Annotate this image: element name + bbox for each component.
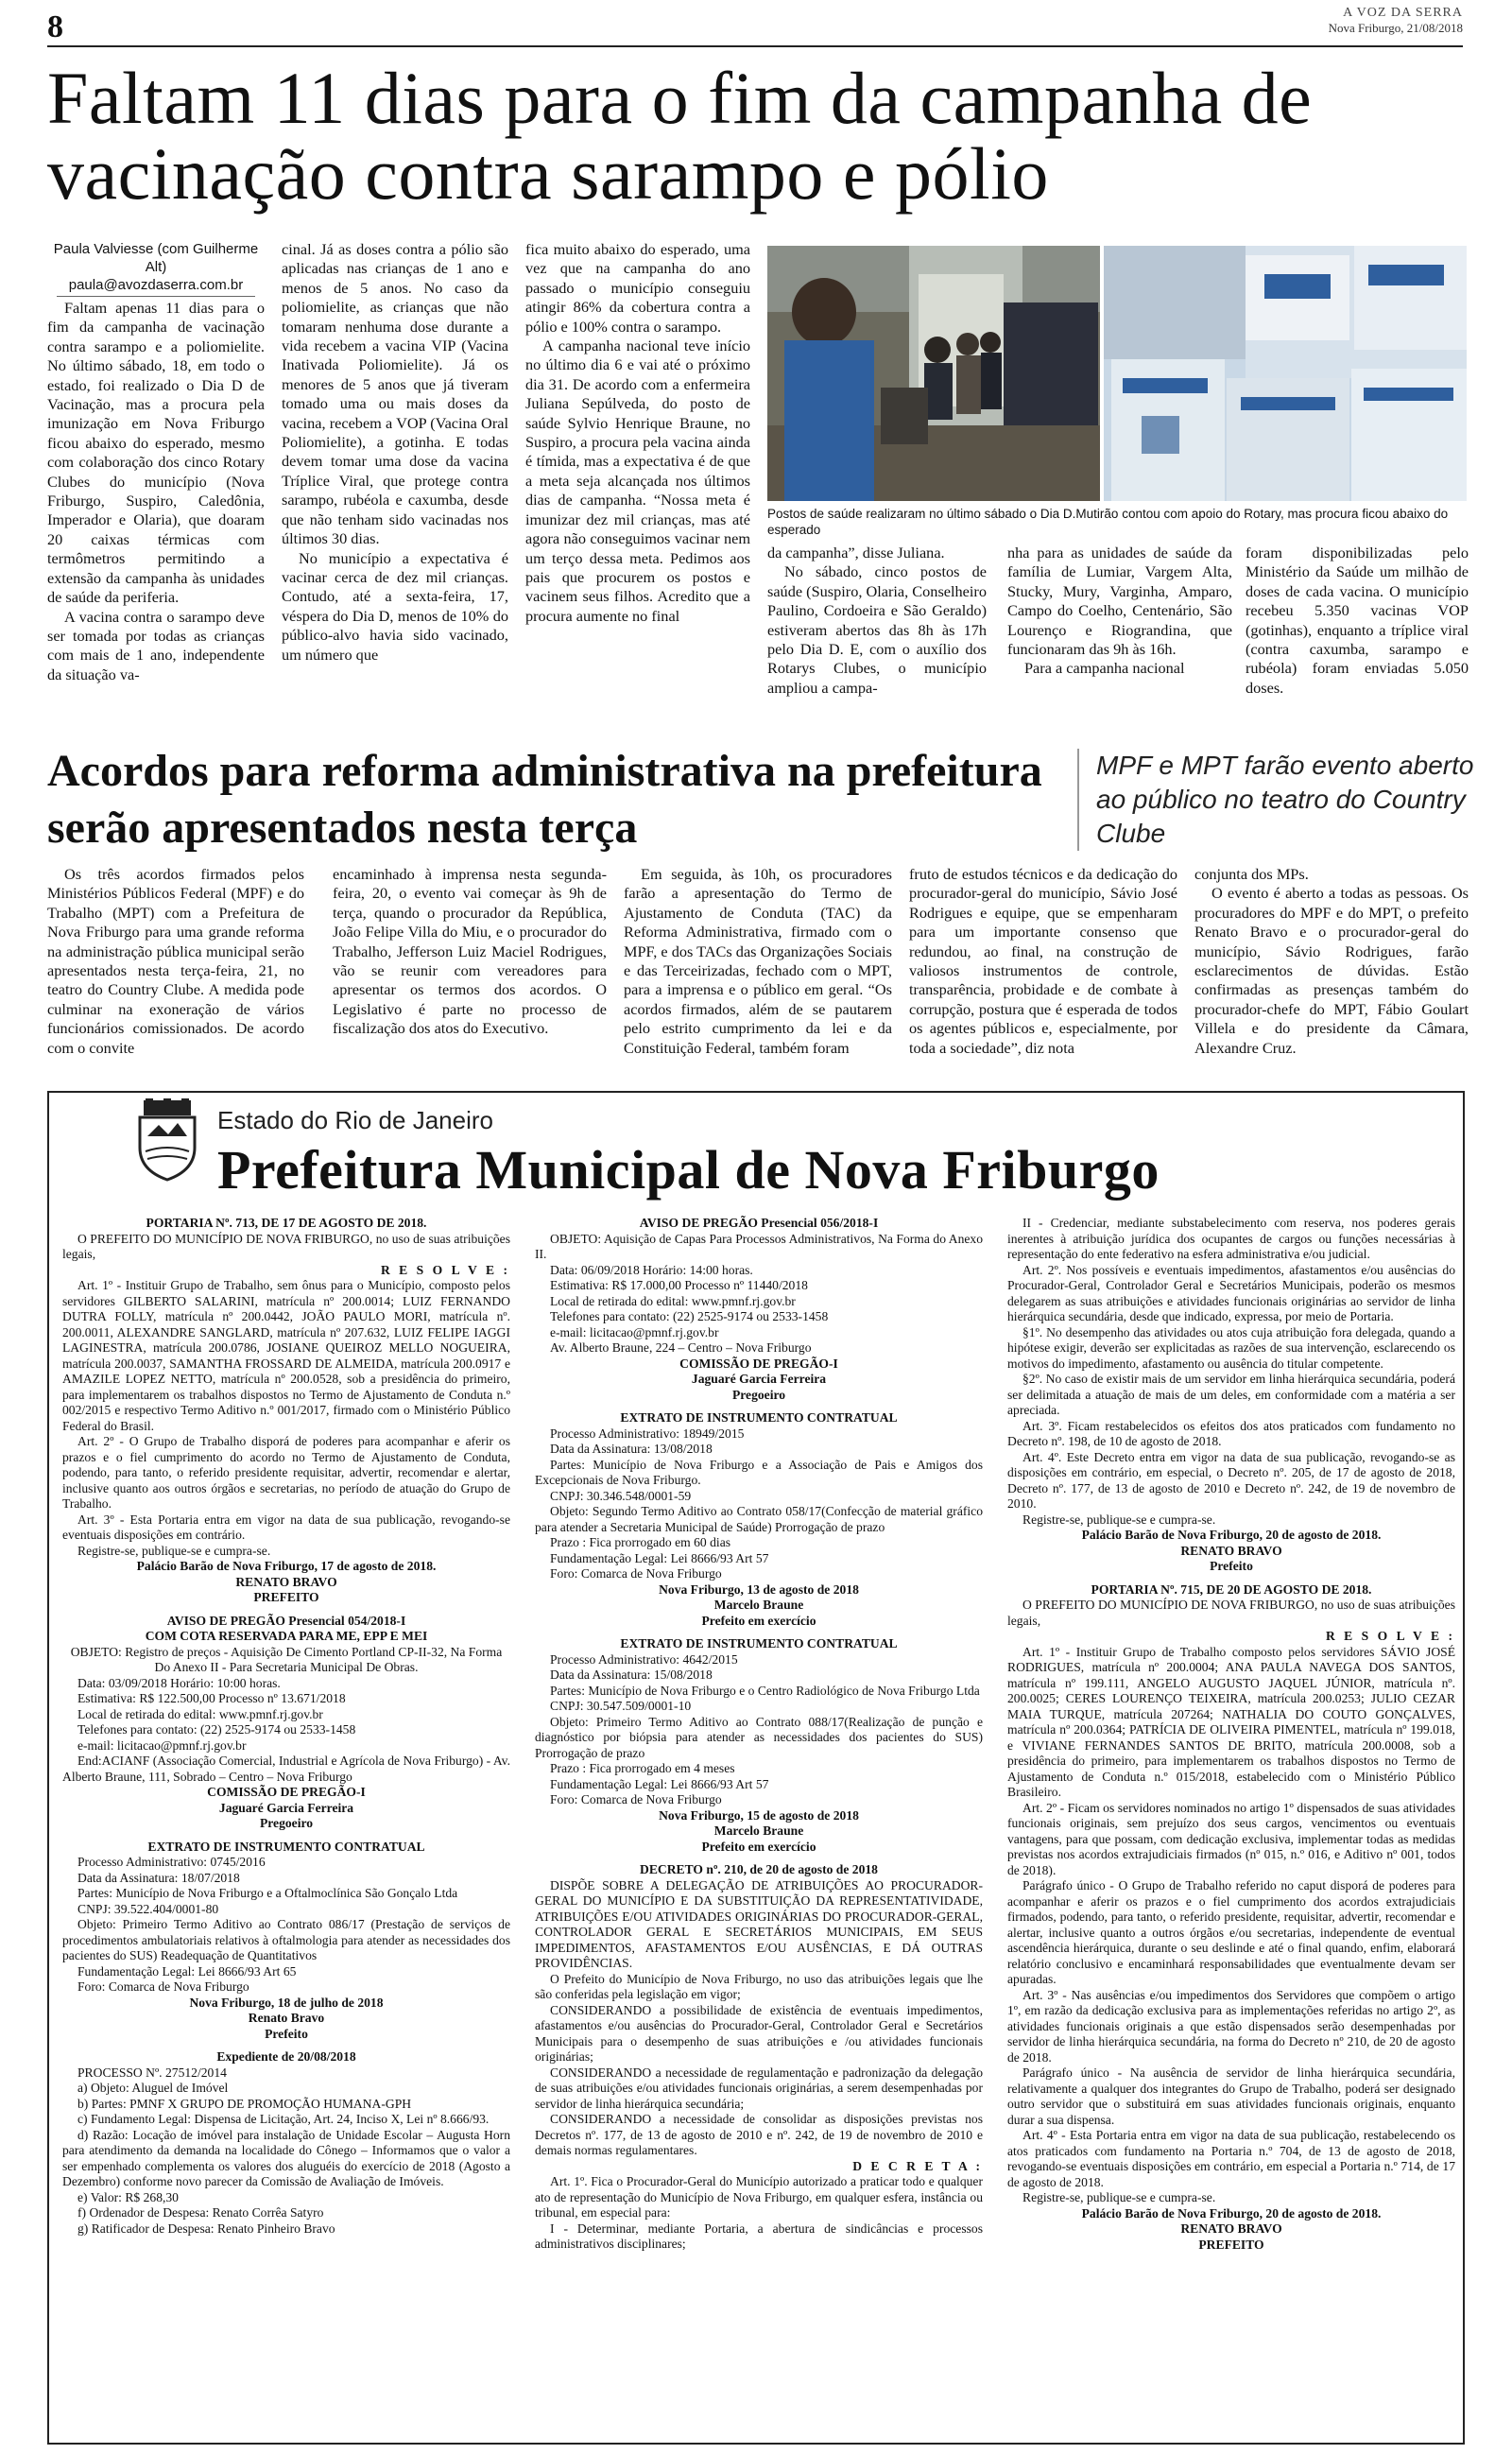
page-number: 8 (47, 9, 63, 44)
notice-text: g) Ratificador de Despesa: Renato Pinheiro Bravo (77, 2221, 335, 2236)
notice-text: Estimativa: R$ 17.000,00 Processo nº 11440/2018 (550, 1278, 808, 1292)
paragraph: Faltam apenas 11 dias para o fim da campanha de vacinação contra sarampo e a poliomielite. No último sábado, 18, em todo o estado, foi realizado o Dia D de Vacinação, mas a procura pela imunização em Nova Friburgo ficou abaixo do esperado, mesmo com colaboração dos cinco Rotary Clubes do município (Nova Friburgo, Suspiro, Caledônia, Imperador e Olaria), que doaram 20 caixas térmicas com termômetros permitindo a extensão da campanha às unidades de saúde da periferia. (47, 299, 265, 607)
article1-column-2 (282, 240, 508, 665)
spacer (62, 2042, 510, 2049)
notice-text: §1º. No desempenho das atividades ou atos cuja atribuição fora delegada, quando a hipótese exigir, deverão ser explicitadas as razões de sua intervenção, esclarecendo os motivos do impedimento, afastamento ou ausência do titular competente. (1007, 1324, 1455, 1371)
article1-column-1 (47, 299, 265, 684)
paragraph: Em seguida, às 10h, os procuradores farão a apresentação do Termo de Ajustamento de Conduta (TAC) da Reforma Administrativa, firmado com o MPF, e dos TACs das Organizações Sociais e das Terceirizadas, fechado com o MPT, para a imprensa e o público em geral. “Os acordos firmados, além de se pautarem pelo estrito cumprimento da lei e da Constituição Federal, também foram (624, 865, 892, 1057)
notice-text: Telefones para contato: (22) 2525-9174 ou 2533-1458 (550, 1309, 829, 1323)
notice-heading: Marcelo Braune (713, 1823, 804, 1838)
masthead (1329, 6, 1463, 36)
legal-column-3 (1007, 1216, 1455, 2253)
notice-text: Foro: Comarca de Nova Friburgo (550, 1792, 722, 1806)
article2-headline: Acordos para reforma administrativa na prefeitura serão apresentados nesta terça (47, 746, 1042, 853)
legal-column-2 (535, 1216, 983, 2253)
notice-text: f) Ordenador de Despesa: Renato Corrêa Satyro (77, 2205, 324, 2220)
notice-text: d) Razão: Locação de imóvel para instalação de Unidade Escolar – Augusta Horn para atendimento da demanda na localidade do Cônego – Informamos que o valor a ser empenhado complementa os valores dos aluguéis do exercício de 2018 (Agosto a Dezembro) conforme novo parecer da Comissão de Avaliação de Imóveis. (62, 2127, 510, 2188)
notice-text: a) Objeto: Aluguel de Imóvel (77, 2081, 229, 2095)
notice-text: CNPJ: 30.547.509/0001-10 (550, 1699, 692, 1713)
notice-heading: Marcelo Braune (713, 1598, 804, 1612)
paragraph: No sábado, cinco postos de saúde (Suspiro, Olaria, Conselheiro Paulino, Cordoeira e São Geraldo) estiveram abertos das 8h às 17h pelo Dia D. E, com o auxílio dos Rotarys Clubes, o município ampliou a campa- (767, 562, 987, 697)
notice-heading: Prefeito (1210, 1559, 1253, 1573)
notice-text: Data: 06/09/2018 Horário: 14:00 horas. (550, 1262, 753, 1277)
notice-text: II - Credenciar, mediante substabelecimento com reserva, nos poderes gerais inerentes à atribuição jurídica dos ocupantes de cargos ou funções necessárias à representação do ente federativo na esfera administrativa e/ou judicial. (1007, 1216, 1455, 1261)
paragraph: O evento é aberto a todas as pessoas. Os procuradores do MPF e do MPT, o prefeito Renato Bravo e o procurador-geral do município, Sávio Rodrigues, farão esclarecimentos de dúvidas. Estão confirmadas as presenças também do procurador-chefe do MPT, Fábio Goulart Villela e do presidente da Câmara, Alexandre Cruz. (1194, 884, 1469, 1057)
notice-text: Estimativa: R$ 122.500,00 Processo nº 13.671/2018 (77, 1691, 346, 1705)
notice-text: e) Valor: R$ 268,30 (77, 2189, 179, 2204)
notice-heading: RENATO BRAVO (1180, 1543, 1282, 1558)
notice-heading: Nova Friburgo, 15 de agosto de 2018 (659, 1807, 859, 1823)
notice-heading: PREFEITO (1198, 2237, 1264, 2252)
spacer (535, 1855, 983, 1862)
spacer (62, 1832, 510, 1840)
notice-text: Objeto: Primeiro Termo Aditivo ao Contrato 088/17(Realização de punção e diagnóstico por biópsia para atender as necessidades dos pacientes do SUS) Prorrogação de prazo (535, 1714, 983, 1760)
spacer (62, 1606, 510, 1614)
notice-text: Telefones para contato: (22) 2525-9174 ou 2533-1458 (77, 1722, 356, 1737)
notice-text: Registre-se, publique-se e cumpra-se. (1022, 1512, 1216, 1527)
city-crest-icon (130, 1098, 204, 1185)
notice-heading: Nova Friburgo, 13 de agosto de 2018 (659, 1581, 859, 1597)
paragraph: Para a campanha nacional (1024, 659, 1185, 678)
article1-headline: Faltam 11 dias para o fim da campanha de vacinação contra sarampo e pólio (47, 57, 1313, 215)
notice-text: Objeto: Segundo Termo Aditivo ao Contrato 058/17(Confecção de material gráfico para atender a Secretaria Municipal de Saúde) Prorrogação de prazo (535, 1504, 983, 1534)
notice-text: Objeto: Primeiro Termo Aditivo ao Contrato 086/17 (Prestação de serviços de procedimentos ambulatoriais relativos à oftalmologia para atender as necessidades dos pacientes do SUS) Readequação de Quantitativos (62, 1917, 510, 1962)
notice-text: CNPJ: 39.522.404/0001-80 (77, 1901, 219, 1916)
notice-text: CONSIDERANDO a possibilidade de existência de eventuais impedimentos, afastamentos e/ou ausências do Procurador-Geral, Controlador Geral e Secretários Municipais para o desempenho de suas atribuições e /ou atividades funcionais originárias; (535, 2002, 983, 2064)
notice-heading: EXTRATO DE INSTRUMENTO CONTRATUAL (620, 1410, 898, 1425)
notice-text: DISPÕE SOBRE A DELEGAÇÃO DE ATRIBUIÇÕES AO PROCURADOR-GERAL DO MUNICÍPIO E DA SUBSTITUIÇÃO DA REPRESENTATIVIDADE, ATRIBUIÇÕES E/OU ATIVIDADES ORIGINÁRIAS DO PROCURADOR-GERAL, CONTROLADOR GERAL E SECRETÁRIOS MUNICIPAIS, EM SEUS IMPEDIMENTOS, AFASTAMENTOS E/OU AUSÊNCIAS, E DÁ OUTRAS PROVIDÊNCIAS. (535, 1877, 983, 1970)
paragraph: A vacina contra o sarampo deve ser tomada por todas as crianças com mais de 1 ano, independente da situação va- (47, 607, 265, 683)
notice-text: Partes: Município de Nova Friburgo e a Associação de Pais e Amigos dos Excepcionais de Nova Friburgo. (535, 1457, 983, 1487)
notice-text: c) Fundamento Legal: Dispensa de Licitação, Art. 24, Inciso X, Lei nº 8.666/93. (77, 2112, 490, 2126)
article1-column-3 (525, 240, 750, 626)
paragraph: fica muito abaixo do esperado, uma vez que na campanha do ano passado o município conseguiu atingir 86% da cobertura contra a pólio e 100% contra o sarampo. (525, 240, 750, 336)
notice-text: CONSIDERANDO a necessidade de regulamentação e padronização da delegação de suas atribuições e/ou atividades funcionais originárias, a serem desempenhadas por servidor de linha hierárquica secundária; (535, 2065, 983, 2111)
spacer (535, 1403, 983, 1410)
paragraph: Os três acordos firmados pelos Ministérios Públicos Federal (MPF) e do Trabalho (MPT) com a Prefeitura de Nova Friburgo para uma grande reforma na administração pública municipal serão apresentados nesta terça-feira, 21, no teatro do Country Clube. A medida pode culminar na exoneração de vários funcionários comissionados. De acordo com o convite (47, 865, 304, 1057)
notice-heading: RENATO BRAVO (235, 1574, 337, 1589)
notice-text: Fundamentação Legal: Lei 8666/93 Art 57 (550, 1550, 769, 1565)
notice-text: CONSIDERANDO a necessidade de consolidar as disposições previstas nos Decretos nº. 177, de 13 de agosto de 2010 e nº. 242, de 19 de novembro de 2010 e demais normas regulamentares. (535, 2112, 983, 2157)
notice-heading: Palácio Barão de Nova Friburgo, 17 de agosto de 2018. (136, 1559, 437, 1573)
notice-text: Local de retirada do edital: www.pmnf.rj.gov.br (550, 1293, 796, 1308)
notice-text: e-mail: licitacao@pmnf.rj.gov.br (550, 1324, 719, 1339)
notice-text: I - Determinar, mediante Portaria, a abertura de sindicâncias e processos administrativos disciplinares; (535, 2221, 983, 2251)
notice-text: Partes: Município de Nova Friburgo e o Centro Radiológico de Nova Friburgo Ltda (550, 1683, 980, 1698)
notice-text: Art. 1º - Instituir Grupo de Trabalho, sem ônus para o Município, composto pelos servidores GILBERTO SALARINI, matrícula nº 200.0014; LUIZ FERNANDO DUTRA FOLLY, matrícula nº 200.0442, JOÃO PAULO MORI, matrícula nº. 200.0011, ALEXANDRE SANGLARD, matrícula nº 207.632, LUIZ FELIPE IAGGI LAGINESTRA, matrícula 200.0786, JOSIANE QUEIROZ MELLO NOGUEIRA, matrícula 200.0037, SAMANTHA FROSSARD DE ALMEIDA, matrícula 200.0917 e AMAZILE LOPEZ NETTO, matrícula nº 200.0528, sob a presidência do primeiro, para implementarem os trabalhos dispostos no Termo de Ajustamento de Conduta n.º 002/2015 e respectivo Termo Aditivo n.º 001/2017, firmado com o Ministério Público Federal do Brasil. (62, 1278, 510, 1433)
notice-text: Partes: Município de Nova Friburgo e a Oftalmoclínica São Gonçalo Ltda (77, 1886, 458, 1900)
paragraph: A campanha nacional teve início no último dia 6 e vai até o próximo dia 31. De acordo com a enfermeira Juliana Sepúlveda, do posto de saúde Sylvio Henrique Braune, no Suspiro, a procura pela vacina ainda é tímida, mas a expectativa é de que a meta seja alcançada nos últimos dias de campanha. “Nossa meta é imunizar dez mil crianças, mas até agora não conseguimos vacinar nem um terço dessa meta. Pedimos aos pais que procurem os postos e vacinem seus filhos. Acredito que a procura aumente no final (525, 337, 750, 625)
notice-heading: DECRETO nº. 210, de 20 de agosto de 2018 (640, 1862, 878, 1876)
notice-text: Foro: Comarca de Nova Friburgo (77, 1979, 249, 1994)
paragraph: encaminhado à imprensa nesta segunda-feira, 20, o evento vai começar às 9h de terça, quando o procurador da República, João Felipe Villa do Miu, e o procurador do Trabalho, Jefferson Luiz Maciel Rodrigues, vão se reunir com vereadores para apresentar os termos dos acordos. O Legislativo é parte no processo de fiscalização dos atos do Executivo. (333, 865, 607, 1038)
notice-text: O PREFEITO DO MUNICÍPIO DE NOVA FRIBURGO, no uso de suas atribuições legais, (62, 1231, 510, 1261)
notice-heading: PORTARIA Nº. 715, DE 20 DE AGOSTO DE 2018. (1091, 1581, 1372, 1597)
notice-heading: EXTRATO DE INSTRUMENTO CONTRATUAL (147, 1839, 425, 1854)
article2-column-3 (624, 865, 892, 1058)
notice-text: Fundamentação Legal: Lei 8666/93 Art 65 (77, 1963, 297, 1979)
notice-text: b) Partes: PMNF X GRUPO DE PROMOÇÃO HUMANA-GPH (77, 2096, 412, 2111)
notice-heading: Renato Bravo (248, 2011, 325, 2025)
notice-text: Foro: Comarca de Nova Friburgo (550, 1566, 722, 1581)
article2-column-2 (333, 865, 607, 1039)
notice-heading: Prefeito (265, 2026, 308, 2041)
notice-text: Art. 3º - Nas ausências e/ou impedimentos dos Servidores que compõem o artigo 1º, em razão da dedicação exclusiva para as implementações referidas no artigo 2º, as atividades funcionais originais a que estão dispensados serão desempenhadas por servidor de linha hierárquica secundária, na forma do Decreto nº 210, de 20 de agosto de 2018. (1007, 1987, 1455, 2065)
notice-text: Av. Alberto Braune, 224 – Centro – Nova Friburgo (550, 1340, 812, 1355)
notice-text: Fundamentação Legal: Lei 8666/93 Art 57 (550, 1776, 769, 1791)
byline-email: paula@avozdaserra.com.br (68, 277, 244, 293)
notice-heading: RENATO BRAVO (1180, 2221, 1282, 2236)
paragraph: cinal. Já as doses contra a pólio são aplicadas nas crianças de 1 ano e menos de 5 anos. No caso da poliomielite, as crianças que não tomaram nenhuma dose durante a vida recebem a vacina VIP (Vacina Inativada Poliomielite). Já os menores de 5 anos que já tiveram tomado uma ou mais doses da vacina, recebem a VOP (Vacina Oral Poliomielite), a gotinha. E todas devem tomar uma dose da vacina Tríplice Viral, que protege contra sarampo, rubéola e caxumba, desde que não tenham sido vacinadas nos últimos 30 dias. (282, 240, 508, 548)
notice-text: OBJETO: Aquisição de Capas Para Processos Administrativos, Na Forma do Anexo II. (535, 1231, 983, 1261)
notice-text: Parágrafo único - O Grupo de Trabalho referido no caput disporá de poderes para acompanhar e aferir os prazos e o fiel cumprimento dos acordos extrajudiciais firmados, podendo, para tanto, o referido presidente, requisitar, advertir, recomendar e alertar, inclusive quanto a outros órgãos e/ou secretarias, independente de eventual ascendência hierárquica, durante o seu deslinde e até o final quando, enfim, elaborará relatório conclusivo e encaminhará responsabilidades que eventualmente devam ser apuradas. (1007, 1878, 1455, 1986)
spacer (535, 1629, 983, 1636)
article1-column-4 (767, 544, 987, 698)
notice-heading: Expediente de 20/08/2018 (216, 2049, 356, 2064)
notice-text: Art. 2º - Ficam os servidores nominados no artigo 1º dispensados de suas atividades funcionais originais, sem prejuízo dos seus cargos, vencimentos ou eventuais vantagens, para que possam, com dedicação exclusiva, implementar todas as medidas previstas nos acordos extrajudiciais firmados (nº 015, n.º 016, e Aditivo nº 001, todos de 2018). (1007, 1800, 1455, 1877)
notice-heading: Palácio Barão de Nova Friburgo, 20 de agosto de 2018. (1081, 2205, 1382, 2221)
notice-heading: Jaguaré Garcia Ferreira (218, 1800, 354, 1815)
notice-heading: COM COTA RESERVADA PARA ME, EPP E MEI (145, 1629, 428, 1643)
notice-text: D E C R E T A : (852, 2158, 983, 2173)
notice-text: Data: 03/09/2018 Horário: 10:00 horas. (77, 1675, 281, 1690)
notice-text: O Prefeito do Município de Nova Friburgo, no uso das atribuições legais que lhe são conferidas pela legislação em vigor; (535, 1971, 983, 2001)
notice-text: Local de retirada do edital: www.pmnf.rj.gov.br (77, 1706, 323, 1721)
state-name: Estado do Rio de Janeiro (217, 1106, 493, 1134)
notice-heading: Prefeito em exercício (701, 1839, 816, 1854)
notice-text: Registre-se, publique-se e cumpra-se. (77, 1543, 271, 1558)
thermal-boxes-photo (1104, 246, 1467, 501)
byline (47, 240, 265, 297)
byline-name: Paula Valviesse (com Guilherme Alt) (53, 241, 259, 275)
notice-heading: AVISO DE PREGÃO Presencial 054/2018-I (166, 1613, 406, 1628)
notice-text: Processo Administrativo: 18949/2015 (550, 1426, 745, 1441)
notice-text: §2º. No caso de existir mais de um servidor em linha hierárquica secundária, poderá ser delimitada a atuação de mais de um deles, em conformidade com a matéria a ser apreciada. (1007, 1372, 1455, 1417)
notice-text: Art. 3º - Esta Portaria entra em vigor na data de sua publicação, revogando-se eventuais disposições em contrário. (62, 1512, 510, 1542)
notice-text: Prazo : Fica prorrogado em 60 dias (550, 1535, 731, 1549)
notice-heading: COMISSÃO DE PREGÃO-I (679, 1356, 838, 1371)
article2-column-5 (1194, 865, 1469, 1058)
notice-text: CNPJ: 30.346.548/0001-59 (550, 1488, 692, 1503)
prefecture-title: Prefeitura Municipal de Nova Friburgo (217, 1139, 1160, 1201)
notice-text: Registre-se, publique-se e cumpra-se. (1022, 2190, 1216, 2204)
notice-text: Art. 2º - O Grupo de Trabalho disporá de poderes para acompanhar e aferir os prazos e o fiel cumprimento do acordo no Termo de Ajustamento de Conduta, podendo, para tanto, o referido presidente requisitar, advertir, recomendar e alertar, inclusive quanto aos outros órgãos e secretarias, no período de atuação do Grupo de Trabalho. (62, 1434, 510, 1511)
byline-rule (57, 296, 255, 297)
newspaper-name: A VOZ DA SERRA (1343, 6, 1463, 20)
notice-heading: AVISO DE PREGÃO Presencial 056/2018-I (639, 1216, 879, 1230)
article2-subhead: MPF e MPT farão evento aberto ao público no teatro do Country Clube (1077, 749, 1474, 851)
notice-text: R E S O L V E : (1325, 1629, 1455, 1643)
notice-text: Art. 3º. Ficam restabelecidos os efeitos dos atos praticados com fundamento no Decreto nº. 198, de 10 de agosto de 2018. (1007, 1418, 1455, 1448)
photo-caption: Postos de saúde realizaram no último sábado o Dia D.Mutirão contou com apoio do Rotary, mas procura ficou abaixo do esperado (767, 507, 1449, 537)
paragraph: fruto de estudos técnicos e da dedicação do procurador-geral do município, Sávio José Rodrigues e equipe, que se empenharam para um importante consenso que redundou, ao final, na construção de valiosos instrumentos de controle, transparência, probidade e de combate à corrupção, postura que é esperada de todos os agentes públicos e, especialmente, por toda a sociedade”, diz nota (909, 865, 1177, 1057)
issue-date: Nova Friburgo, 21/08/2018 (1328, 21, 1463, 35)
article1-column-6 (1246, 544, 1469, 698)
notice-text: Art. 2º. Nos possíveis e eventuais impedimentos, afastamentos e/ou ausências do Procurador-Geral, Controlador Geral e Secretários Municipais, poderão os mesmos delegarem as suas atribuições e atividades funcionais originárias ao servidor de linha hierárquica secundária, desde que indicado, expressa, por meio de Portaria. (1007, 1262, 1455, 1323)
notice-heading: Pregoeiro (259, 1816, 314, 1830)
notice-heading: Palácio Barão de Nova Friburgo, 20 de agosto de 2018. (1081, 1528, 1382, 1542)
notice-heading: Nova Friburgo, 18 de julho de 2018 (189, 1995, 384, 2010)
notice-text: Prazo : Fica prorrogado em 4 meses (550, 1761, 735, 1775)
notice-text: Parágrafo único - Na ausência de servidor de linha hierárquica secundária, relativamente a qualquer dos integrantes do Grupo de Trabalho, poderá ser designado outro servidor que o substituirá em suas atividades funcionais originais, enquanto durar a sua dispensa. (1007, 2065, 1455, 2127)
header-rule (47, 45, 1463, 47)
notice-text: Processo Administrativo: 0745/2016 (77, 1855, 266, 1869)
notice-text: Art. 4º. Este Decreto entra em vigor na data de sua publicação, revogando-se as disposições em contrário, em especial, o Decreto nº. 205, de 17 de agosto de 2018, Decreto nº. 177, de 13 de agosto de 2010 e Decreto nº. 242, de 19 de novembro de 2010. (1007, 1449, 1455, 1511)
notice-heading: Pregoeiro (731, 1387, 786, 1402)
notice-heading: Jaguaré Garcia Ferreira (691, 1372, 827, 1386)
paragraph: No município a expectativa é vacinar cerca de dez mil crianças. Contudo, até a sexta-feira, 17, véspera do Dia D, menos de 10% do público-alvo havia sido vacinado, um número que (282, 548, 508, 664)
notice-text: Data da Assinatura: 13/08/2018 (550, 1442, 713, 1456)
legal-column-1 (62, 1216, 510, 2237)
notice-text: End:ACIANF (Associação Comercial, Industrial e Agrícola de Nova Friburgo) - Av. Alberto Braune, 111, Sobrado – Centro – Nova Friburgo (62, 1754, 510, 1784)
paragraph: nha para as unidades de saúde da família de Lumiar, Vargem Alta, Stucky, Mury, Varginha, Amparo, Campo do Coelho, Centenário, São Lourenço e Riograndina, que funcionaram das 9h às 16h. (1007, 544, 1232, 659)
notice-text: O PREFEITO DO MUNICÍPIO DE NOVA FRIBURGO, no uso de suas atribuições legais, (1007, 1598, 1455, 1628)
notice-text: Processo Administrativo: 4642/2015 (550, 1651, 738, 1667)
notice-text: Art. 4º - Esta Portaria entra em vigor na data de sua publicação, restabelecendo os atos praticados com fundamento na Portaria n.º 704, de 13 de agosto de 2018, revogando-se eventuais disposições em contrário, em especial a Portaria n.º 714, de 17 de agosto de 2018. (1007, 2128, 1455, 2189)
article2-column-4 (909, 865, 1177, 1058)
notice-text: R E S O L V E : (380, 1262, 510, 1277)
notice-text: e-mail: licitacao@pmnf.rj.gov.br (77, 1737, 247, 1753)
paragraph: da campanha”, disse Juliana. (767, 544, 945, 562)
notice-text: Data da Assinatura: 15/08/2018 (550, 1668, 713, 1682)
article2-column-1 (47, 865, 304, 1058)
paragraph: conjunta dos MPs. (1194, 865, 1309, 883)
paragraph: foram disponibilizadas pelo Ministério da Saúde um milhão de doses de cada vacina. O município recebeu 5.350 vacinas VOP (gotinhas), enquanto a tríplice viral (contra caxumba, sarampo e rubéola) foram enviadas 5.050 doses. (1246, 544, 1469, 697)
notice-text: PROCESSO Nº. 27512/2014 (77, 2065, 227, 2080)
notice-text: OBJETO: Registro de preços - Aquisição De Cimento Portland CP-II-32, Na Forma Do Anexo II - Para Secretaria Municipal De Obras. (70, 1644, 503, 1674)
notice-text: Art. 1º. Fica o Procurador-Geral do Município autorizado a praticar todo e qualquer ato de representação do Município de Nova Friburgo, em qualquer esfera, instância ou tribunal, em especial para: (535, 2174, 983, 2220)
notice-heading: COMISSÃO DE PREGÃO-I (207, 1785, 366, 1799)
vaccination-line-photo (767, 246, 1100, 501)
notice-heading: EXTRATO DE INSTRUMENTO CONTRATUAL (620, 1636, 898, 1650)
notice-text: Art. 1º - Instituir Grupo de Trabalho composto pelos servidores SÁVIO JOSÉ RODRIGUES, matrícula nº 200.0004; ANA PAULA NAVEGA DOS SANTOS, matrícula nº 199.111, ANGELO AUGUSTO JAQUEL JÚNIOR, matrícula nº. 200.0025; CERES LOURENÇO TEIXEIRA, matrícula 200.0253; JULIO CEZAR MAIA TURQUE, matrícula 207264; NATHALIA DO COUTO GONÇALVES, matrícula nº 200.0364; PATRÍCIA DE OLIVEIRA PIMENTEL, matrícula nº 199.018, e VIVIANE FERNANDES SANTOS DE BRITO, matrícula 200.0008, sob a presidência do primeiro, para implementarem os trabalhos dispostos no Termo de Ajustamento de Conduta n.º 015/2018, estabelecido com o Ministério Público Brasileiro. (1007, 1644, 1455, 1799)
notice-text: Data da Assinatura: 18/07/2018 (77, 1870, 240, 1885)
spacer (1007, 1575, 1455, 1582)
notice-heading: Prefeito em exercício (701, 1613, 816, 1628)
notice-heading: PORTARIA Nº. 713, DE 17 DE AGOSTO DE 2018. (146, 1216, 427, 1230)
article1-column-5 (1007, 544, 1232, 679)
notice-heading: PREFEITO (253, 1590, 319, 1604)
